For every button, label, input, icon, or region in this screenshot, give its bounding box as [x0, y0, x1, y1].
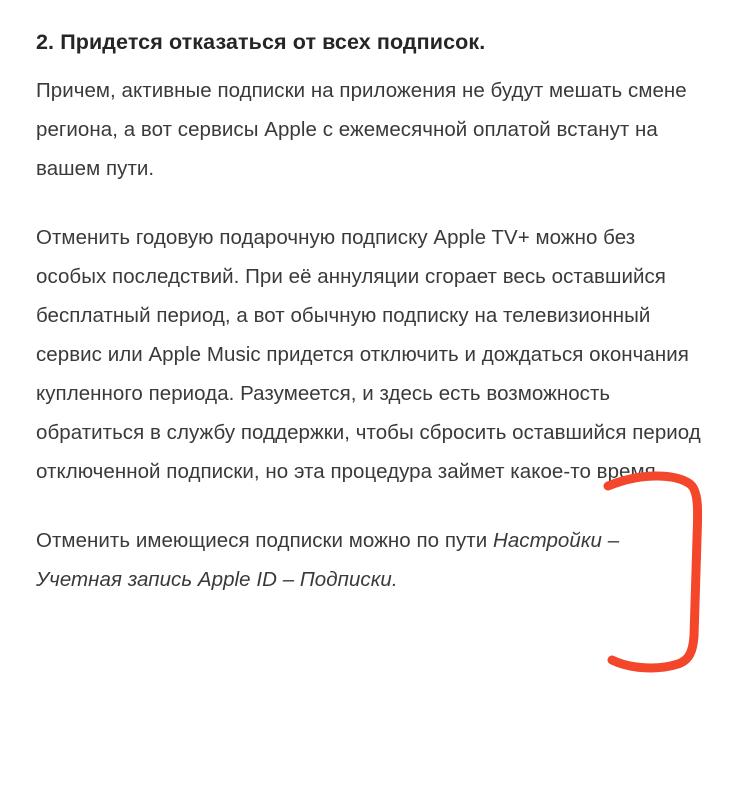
section-heading: 2. Придется отказаться от всех подписок.	[36, 30, 486, 54]
cancel-path-lead: Отменить имеющиеся подписки можно по пути	[36, 529, 493, 553]
paragraph-cancel-path	[36, 521, 706, 599]
cancel-path-settings: Настройки – Учетная запись Apple ID – Подписки.	[36, 529, 620, 592]
paragraph-subscriptions-intro: Причем, активные подписки на приложения не будут мешать смене региона, а вот сервисы Apple с ежемесячной оплатой встанут на вашем пути.	[36, 79, 687, 181]
paragraph-appletv-music: Отменить годовую подарочную подписку Apple TV+ можно без особых последствий. При её аннуляции сгорает весь оставшийся бесплатный период, а вот обычную подписку на телевизионный сервис или Apple Music придется отключить и дождаться окончания купленного периода. Разумеется, и здесь есть возможность обратиться в службу поддержки, чтобы сбросить оставшийся период отключенной подписки, но эта процедура займет какое-то время.	[36, 226, 701, 484]
